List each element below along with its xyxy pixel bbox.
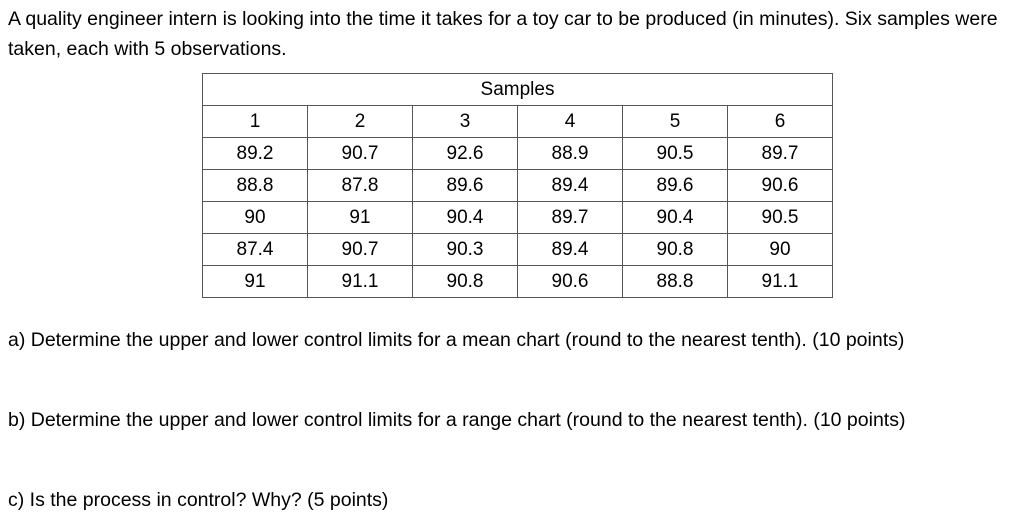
table-cell: 90.5 <box>623 138 728 170</box>
column-header-3: 3 <box>413 106 518 138</box>
question-b: b) Determine the upper and lower control limits for a range chart (round to the nearest tenth). (10 points) <box>8 409 906 431</box>
table-cell: 90.5 <box>728 202 833 234</box>
table-row <box>203 202 833 234</box>
table-cell: 90.7 <box>308 234 413 266</box>
table-cell: 91.1 <box>728 266 833 298</box>
group-header-row <box>203 74 833 106</box>
column-header-2: 2 <box>308 106 413 138</box>
table-row <box>203 138 833 170</box>
column-header-5: 5 <box>623 106 728 138</box>
samples-table <box>202 73 833 298</box>
table-row <box>203 234 833 266</box>
table-cell: 89.2 <box>203 138 308 170</box>
question-c: c) Is the process in control? Why? (5 points) <box>8 489 389 511</box>
table-cell: 88.9 <box>518 138 623 170</box>
table-row <box>203 170 833 202</box>
column-header-6: 6 <box>728 106 833 138</box>
table-cell: 89.6 <box>623 170 728 202</box>
table-cell: 90.3 <box>413 234 518 266</box>
question-a: a) Determine the upper and lower control limits for a mean chart (round to the nearest tenth). (10 points) <box>8 329 905 351</box>
table-cell: 89.6 <box>413 170 518 202</box>
problem-intro: A quality engineer intern is looking into the time it takes for a toy car to be produced (in minutes). Six samples were taken, each with 5 observations. <box>8 8 998 60</box>
samples-table-container <box>202 73 833 298</box>
table-cell: 91 <box>308 202 413 234</box>
column-header-4: 4 <box>518 106 623 138</box>
table-cell: 90.8 <box>623 234 728 266</box>
table-cell: 90.4 <box>413 202 518 234</box>
table-cell: 91 <box>203 266 308 298</box>
table-cell: 90.6 <box>728 170 833 202</box>
table-row <box>203 266 833 298</box>
table-cell: 90.4 <box>623 202 728 234</box>
table-cell: 92.6 <box>413 138 518 170</box>
table-cell: 87.4 <box>203 234 308 266</box>
table-cell: 90.8 <box>413 266 518 298</box>
table-cell: 89.4 <box>518 170 623 202</box>
samples-group-header: Samples <box>203 74 833 106</box>
table-cell: 90.6 <box>518 266 623 298</box>
table-cell: 90 <box>203 202 308 234</box>
table-cell: 91.1 <box>308 266 413 298</box>
table-cell: 87.8 <box>308 170 413 202</box>
table-cell: 89.4 <box>518 234 623 266</box>
column-header-row <box>203 106 833 138</box>
table-cell: 89.7 <box>518 202 623 234</box>
table-cell: 88.8 <box>203 170 308 202</box>
table-cell: 90.7 <box>308 138 413 170</box>
table-cell: 88.8 <box>623 266 728 298</box>
column-header-1: 1 <box>203 106 308 138</box>
table-cell: 90 <box>728 234 833 266</box>
table-cell: 89.7 <box>728 138 833 170</box>
